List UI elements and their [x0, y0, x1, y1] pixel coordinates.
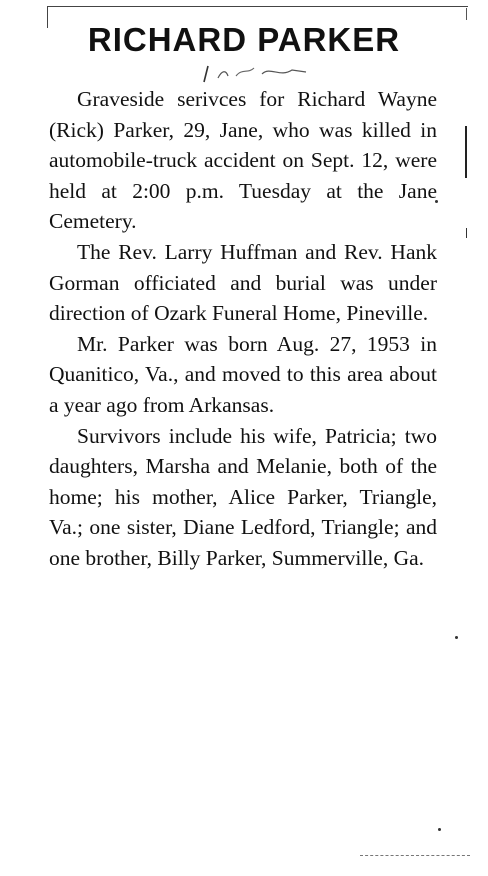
clipping-top-border	[48, 6, 468, 7]
scan-edge-mark	[465, 126, 467, 178]
obituary-body	[49, 84, 437, 574]
scan-edge-mark	[466, 228, 467, 238]
paragraph-birth: Mr. Parker was born Aug. 27, 1953 in Quanitico, Va., and moved to this area about a year ago from Arkansas.	[49, 331, 437, 417]
handwritten-annotation	[196, 56, 316, 86]
obituary-headline: RICHARD PARKER	[87, 21, 401, 58]
clipping-right-border	[466, 8, 467, 20]
paragraph-services: Graveside serivces for Richard Wayne (Rick) Parker, 29, Jane, who was killed in automobile-truck accident on Sept. 12, were held at 2:00 p.m. Tuesday at the Jane Cemetery.	[49, 87, 437, 234]
paragraph-survivors: Survivors include his wife, Patricia; two daughters, Marsha and Melanie, both of the home; his mother, Alice Parker, Triangle, Va.; one sister, Diane Ledford, Triangle; and one brother, Billy Parker, Summerville, Ga.	[49, 423, 437, 570]
clipping-bottom-edge	[360, 855, 470, 856]
scan-speck	[455, 636, 458, 639]
paragraph-officiants: The Rev. Larry Huffman and Rev. Hank Gorman officiated and burial was under direction of Ozark Funeral Home, Pineville.	[49, 239, 437, 326]
scan-speck	[438, 828, 441, 831]
